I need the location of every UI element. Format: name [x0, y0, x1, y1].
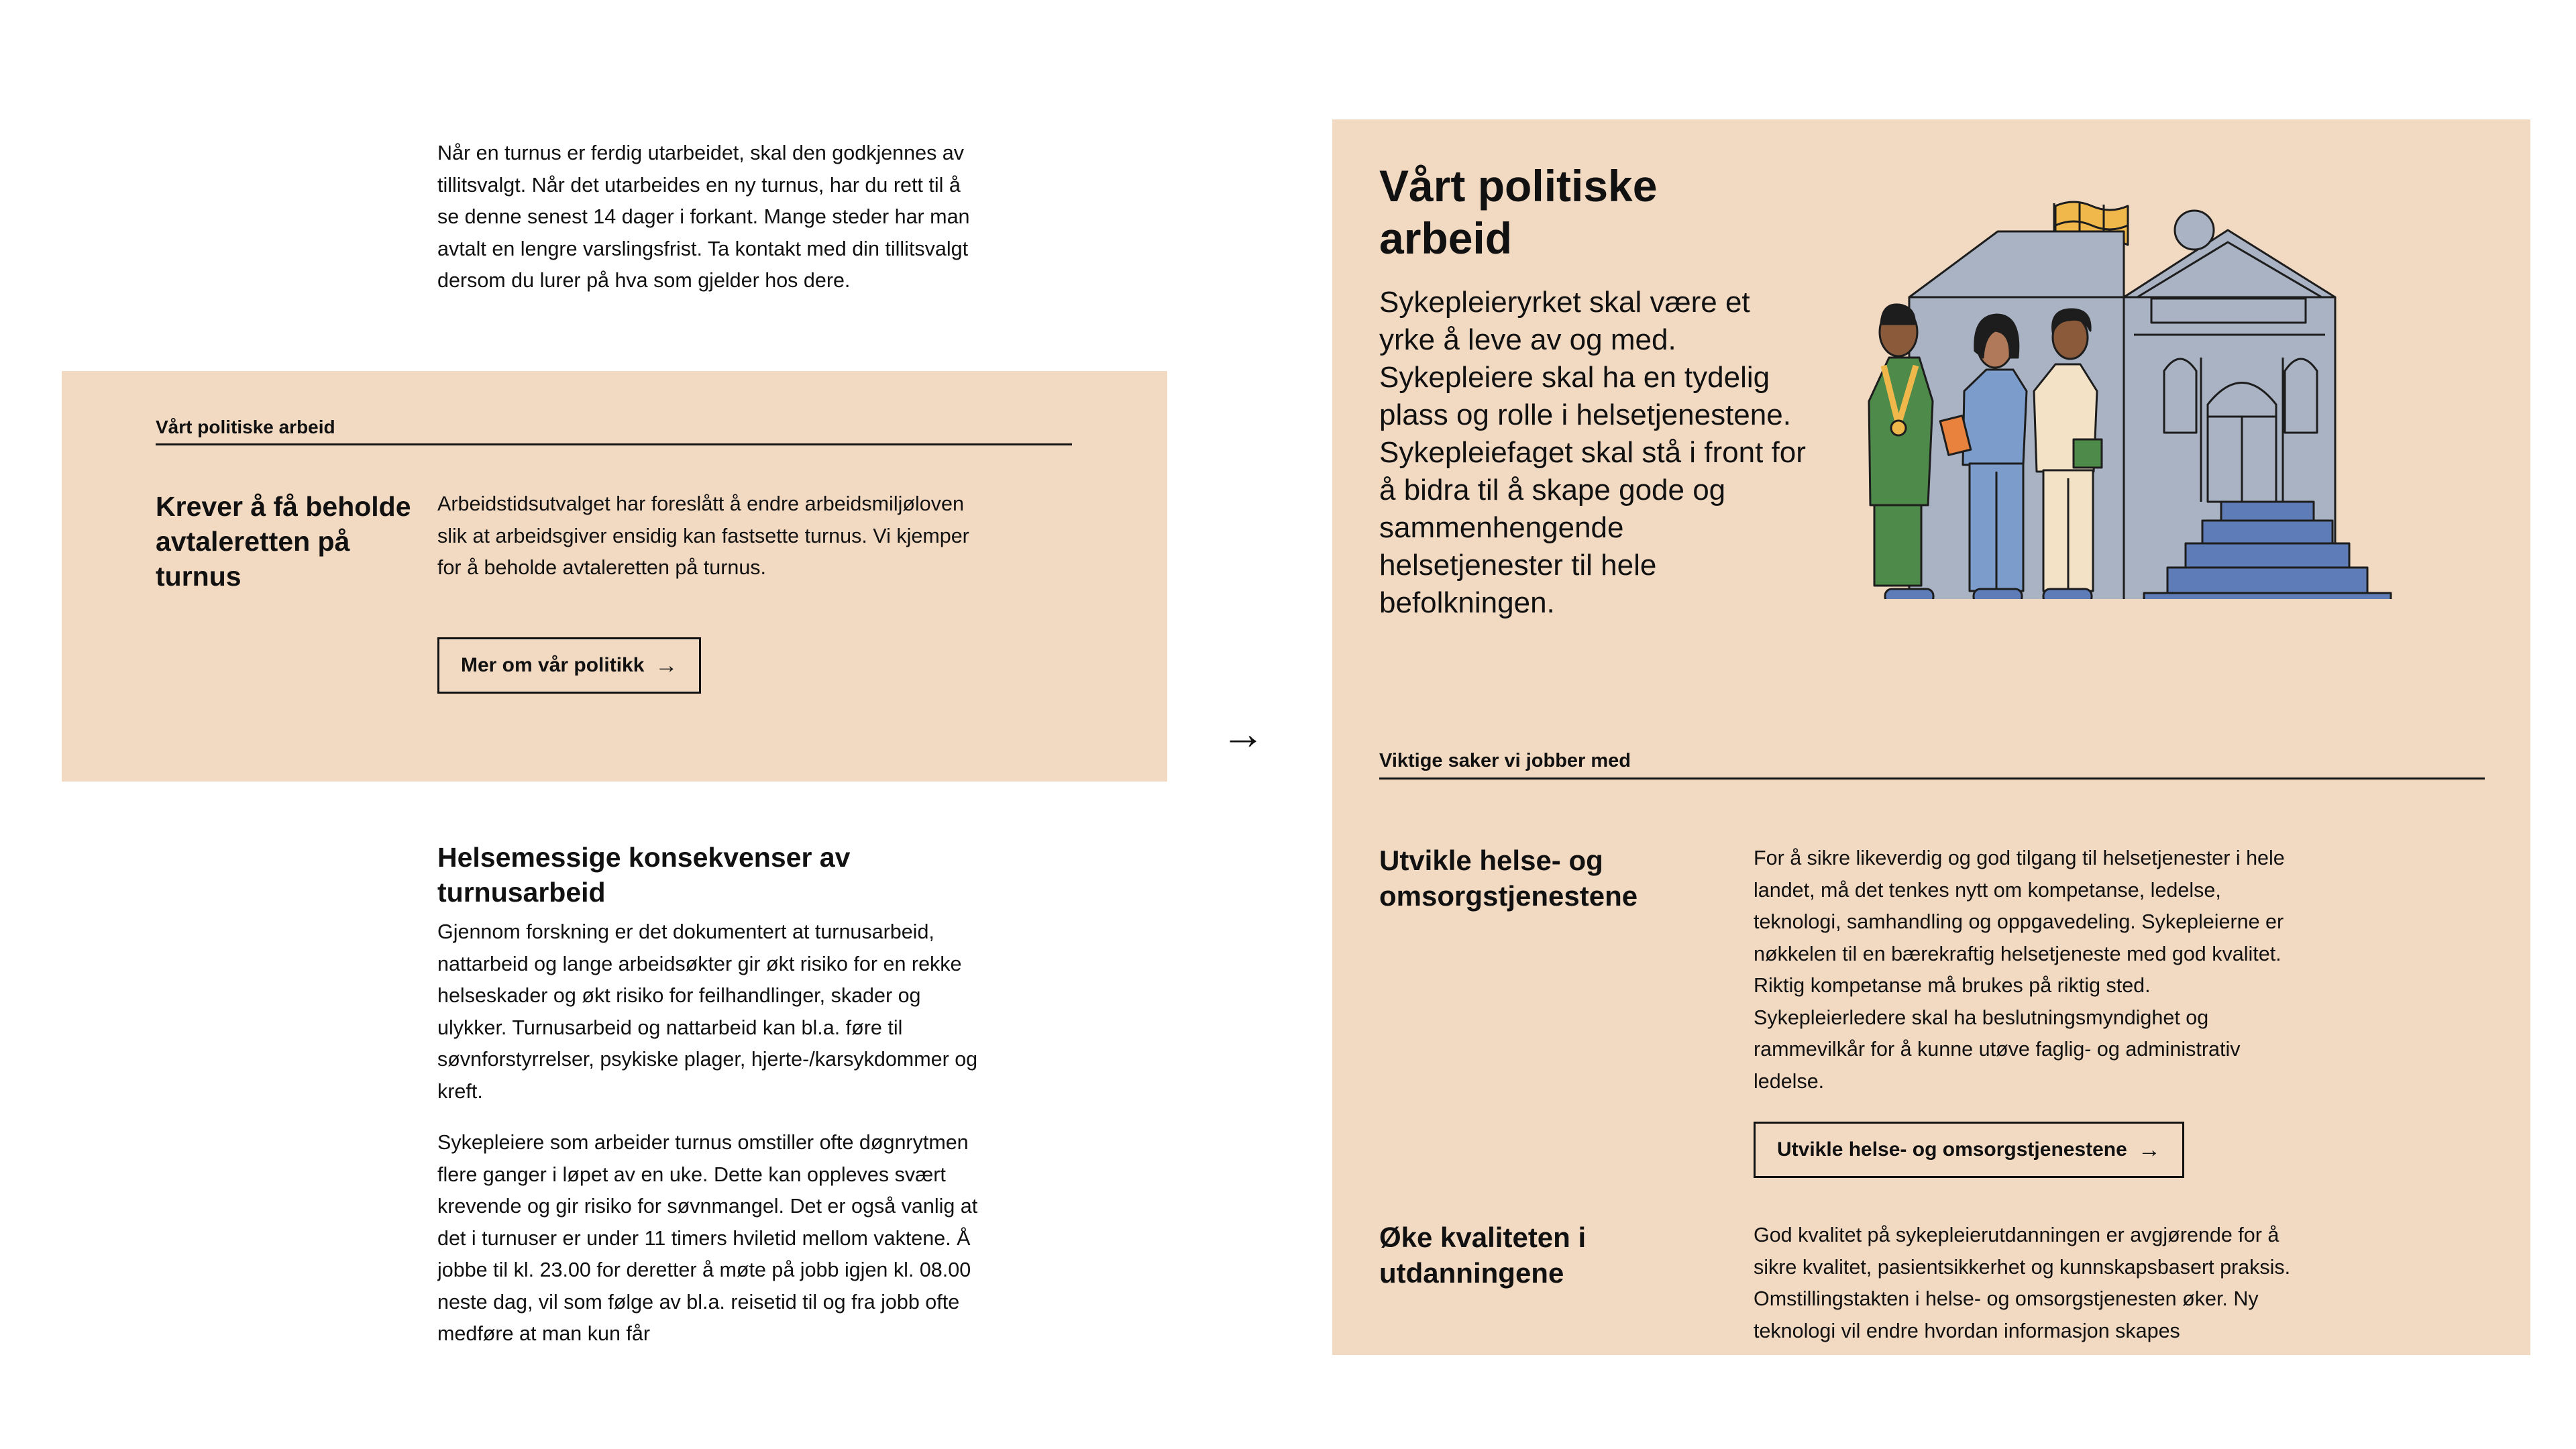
stairs — [2221, 502, 2314, 521]
political-work-page — [1332, 119, 2530, 1355]
health-paragraph-2: Sykepleiere som arbeider turnus omstiller ofte døgnrytmen flere ganger i løpet av en uke. Dette kan oppleves svært krevende og gir risiko for søvnmangel. Det er også vanlig at det i turnuser er under 11 timers hviletid mellom vaktene. Å jobbe til kl. 23.00 for deretter å møte på jobb igjen kl. 08.00 neste dag, vil som følge av bl.a. reisetid til og fra jobb ofte medføre at man kun får — [437, 1131, 978, 1345]
transition-arrow-icon: → — [1221, 708, 1265, 758]
more-about-politics-button[interactable] — [437, 637, 701, 694]
issue-title: Øke kvaliteten i utdanningene — [1379, 1222, 1587, 1289]
important-issues-label: Viktige saker vi jobber med — [1379, 750, 2485, 780]
button-label: Utvikle helse- og omsorgstjenestene — [1777, 1138, 2127, 1161]
callout-body: Arbeidstidsutvalget har foreslått å endre arbeidsmiljøloven slik at arbeidsgiver ensidig kan fastsette turnus. Vi kjemper for å beholde avtaleretten på turnus. — [437, 492, 969, 579]
issue-body: God kvalitet på sykepleierutdanningen er avgjørende for å sikre kvalitet, pasientsikkerhet og kunnskapsbasert praksis. Omstillingstakten i helse- og omsorgstjenesten øker. Ny teknologi vil endre hvordan informasjon skapes — [1754, 1224, 2291, 1342]
arched-window — [2164, 359, 2196, 433]
callout-heading: Krever å få beholde avtaleretten på turnus — [156, 491, 411, 592]
arched-window-right — [2285, 359, 2317, 433]
health-consequences-heading: Helsemessige konsekvenser av turnusarbeid — [437, 842, 851, 908]
building-health-workers-illustration — [1842, 156, 2486, 599]
page-title: Vårt politiske arbeid — [1379, 161, 1658, 263]
issue-title: Utvikle helse- og omsorgstjenestene — [1379, 845, 1638, 912]
intro-paragraph: Når en turnus er ferdig utarbeidet, skal den godkjennes av tillitsvalgt. Når det utarbeides en ny turnus, har du rett til å se denne senest 14 dager i forkant. Mange steder har man avtalt en lengre varslingsfrist. Ta kontakt med din tillitsvalgt dersom du lurer på hva som gjelder hos dere. — [437, 142, 970, 292]
develop-health-services-button[interactable] — [1754, 1122, 2184, 1178]
callout-label: Vårt politiske arbeid — [156, 417, 1072, 445]
page-lede: Sykepleieryrket skal være et yrke å leve av og med. Sykepleiere skal ha en tydelig plass og rolle i helsetjenestene. Sykepleiefaget skal stå i front for å bidra til å skape gode og sammenhengende helsetjenester til hele befolkningen. — [1379, 286, 1806, 619]
issue-body: For å sikre likeverdig og god tilgang til helsetjenester i hele landet, må det tenkes nytt om kompetanse, ledelse, teknologi, samhandling og oppgavedeling. Sykepleierne er nøkkelen til en bærekraftig helsetjeneste med god kvalitet. Riktig kompetanse må brukes på riktig sted. Sykepleierledere skal ha beslutningsmyndighet og rammevilkår for å kunne utøve faglig- og administrativ ledelse. — [1754, 847, 2285, 1093]
round-window — [2175, 211, 2214, 250]
button-label: Mer om vår politikk — [461, 654, 645, 676]
political-work-callout — [62, 371, 1167, 782]
arrow-right-icon: → — [655, 653, 678, 678]
arrow-right-icon: → — [2137, 1137, 2161, 1163]
health-paragraph-1: Gjennom forskning er det dokumentert at turnusarbeid, nattarbeid og lange arbeidsøkter gir økt risiko for en rekke helseskader og økt risiko for feilhandlinger, skader og ulykker. Turnusarbeid og nattarbeid kan bl.a. føre til søvnforstyrrelser, psykiske plager, hjerte-/karsykdommer og kreft. — [437, 920, 978, 1103]
